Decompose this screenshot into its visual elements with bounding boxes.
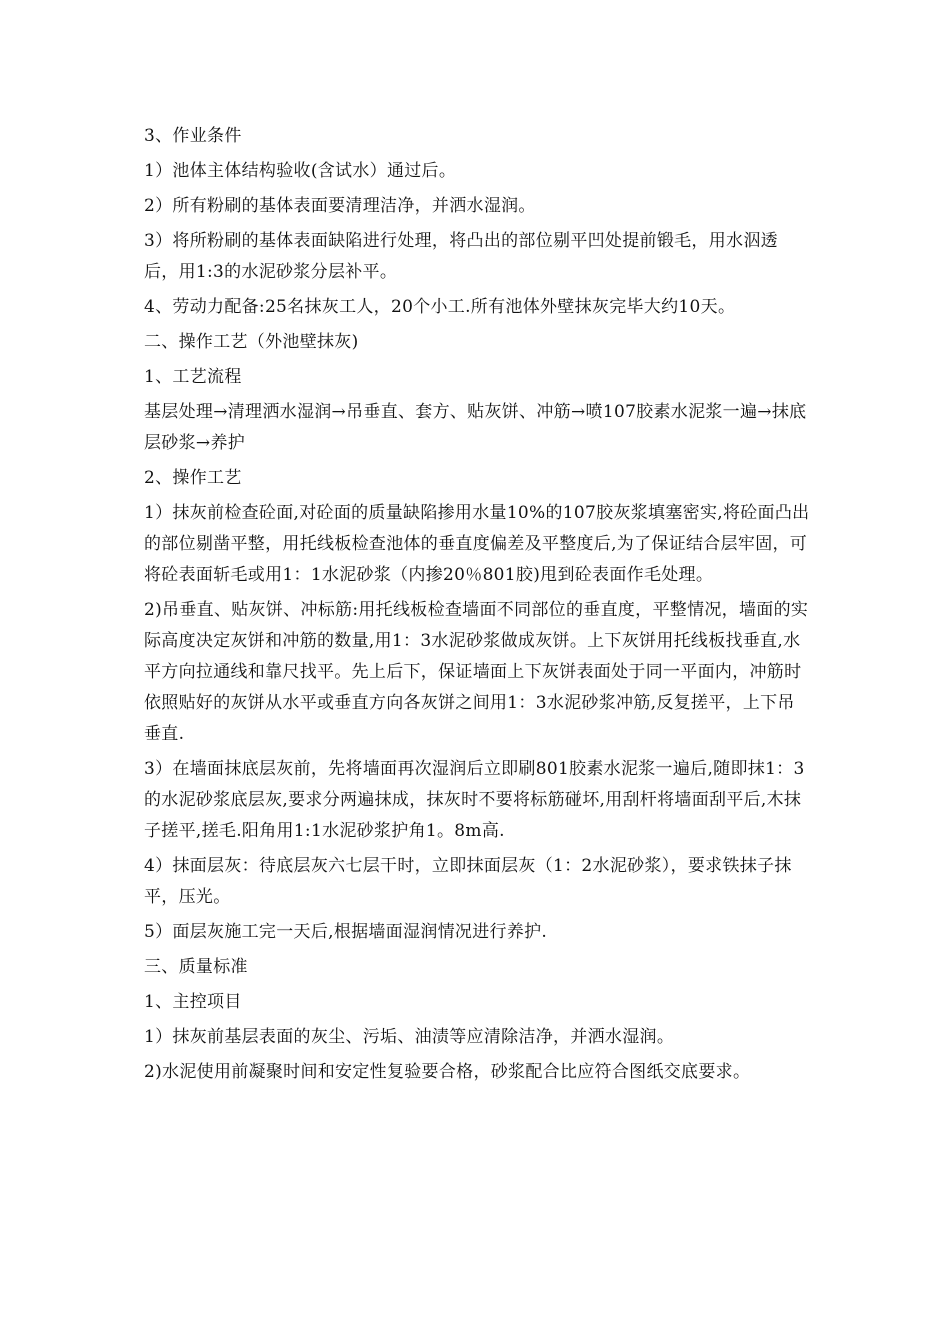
section-heading-process-flow: 1、工艺流程 bbox=[144, 367, 242, 387]
paragraph: 3）将所粉刷的基体表面缺陷进行处理，将凸出的部位剔平凹处提前锻毛，用水泅透后，用1:3的水泥砂浆分层补平。 bbox=[144, 231, 778, 282]
paragraph: 4、劳动力配备:25名抹灰工人，20个小工.所有池体外壁抹灰完毕大约10天。 bbox=[144, 297, 736, 317]
section-heading-quality-standard: 三、质量标准 bbox=[144, 957, 248, 977]
section-heading-main-control-items: 1、主控项目 bbox=[144, 992, 242, 1012]
paragraph: 基层处理→清理洒水湿润→吊垂直、套方、贴灰饼、冲筋→喷107胶素水泥浆一遍→抹底层砂浆→养护 bbox=[144, 402, 807, 453]
section-heading-work-conditions: 3、作业条件 bbox=[144, 126, 242, 146]
document-body bbox=[144, 121, 812, 1092]
paragraph: 1）池体主体结构验收(含试水）通过后。 bbox=[144, 161, 457, 181]
paragraph: 5）面层灰施工完一天后,根据墙面湿润情况进行养护. bbox=[144, 922, 548, 942]
paragraph: 1）抹灰前检查砼面,对砼面的质量缺陷掺用水量10%的107胶灰浆填塞密实,将砼面凸出的部位剔凿平整，用托线板检查池体的垂直度偏差及平整度后,为了保证结合层牢固，可将砼表面斩毛或用1：1水泥砂浆（内掺20％801胶)甩到砼表面作毛处理。 bbox=[144, 503, 810, 585]
section-heading-operation-craft: 2、操作工艺 bbox=[144, 468, 242, 488]
paragraph: 2）所有粉刷的基体表面要清理洁净，并洒水湿润。 bbox=[144, 196, 536, 216]
section-heading-operation-process: 二、操作工艺（外池壁抹灰) bbox=[144, 332, 359, 352]
paragraph: 3）在墙面抹底层灰前，先将墙面再次湿润后立即刷801胶素水泥浆一遍后,随即抹1：3的水泥砂浆底层灰,要求分两遍抹成，抹灰时不要将标筋碰坏,用刮杆将墙面刮平后,木抹子搓平,搓毛.阳角用1:1水泥砂浆护角1。8m高. bbox=[144, 759, 805, 841]
paragraph: 1）抹灰前基层表面的灰尘、污垢、油渍等应清除洁净，并洒水湿润。 bbox=[144, 1027, 675, 1047]
paragraph: 4）抹面层灰：待底层灰六七层干时，立即抹面层灰（1：2水泥砂浆），要求铁抹子抹平，压光。 bbox=[144, 856, 792, 907]
paragraph: 2)水泥使用前凝聚时间和安定性复验要合格，砂浆配合比应符合图纸交底要求。 bbox=[144, 1062, 751, 1082]
paragraph: 2)吊垂直、贴灰饼、冲标筋:用托线板检查墙面不同部位的垂直度，平整情况，墙面的实际高度决定灰饼和冲筋的数量,用1：3水泥砂浆做成灰饼。上下灰饼用托线板找垂直,水平方向拉通线和靠尺找平。先上后下，保证墙面上下灰饼表面处于同一平面内，冲筋时依照贴好的灰饼从水平或垂直方向各灰饼之间用1：3水泥砂浆冲筋,反复搓平，上下吊垂直. bbox=[144, 600, 809, 744]
